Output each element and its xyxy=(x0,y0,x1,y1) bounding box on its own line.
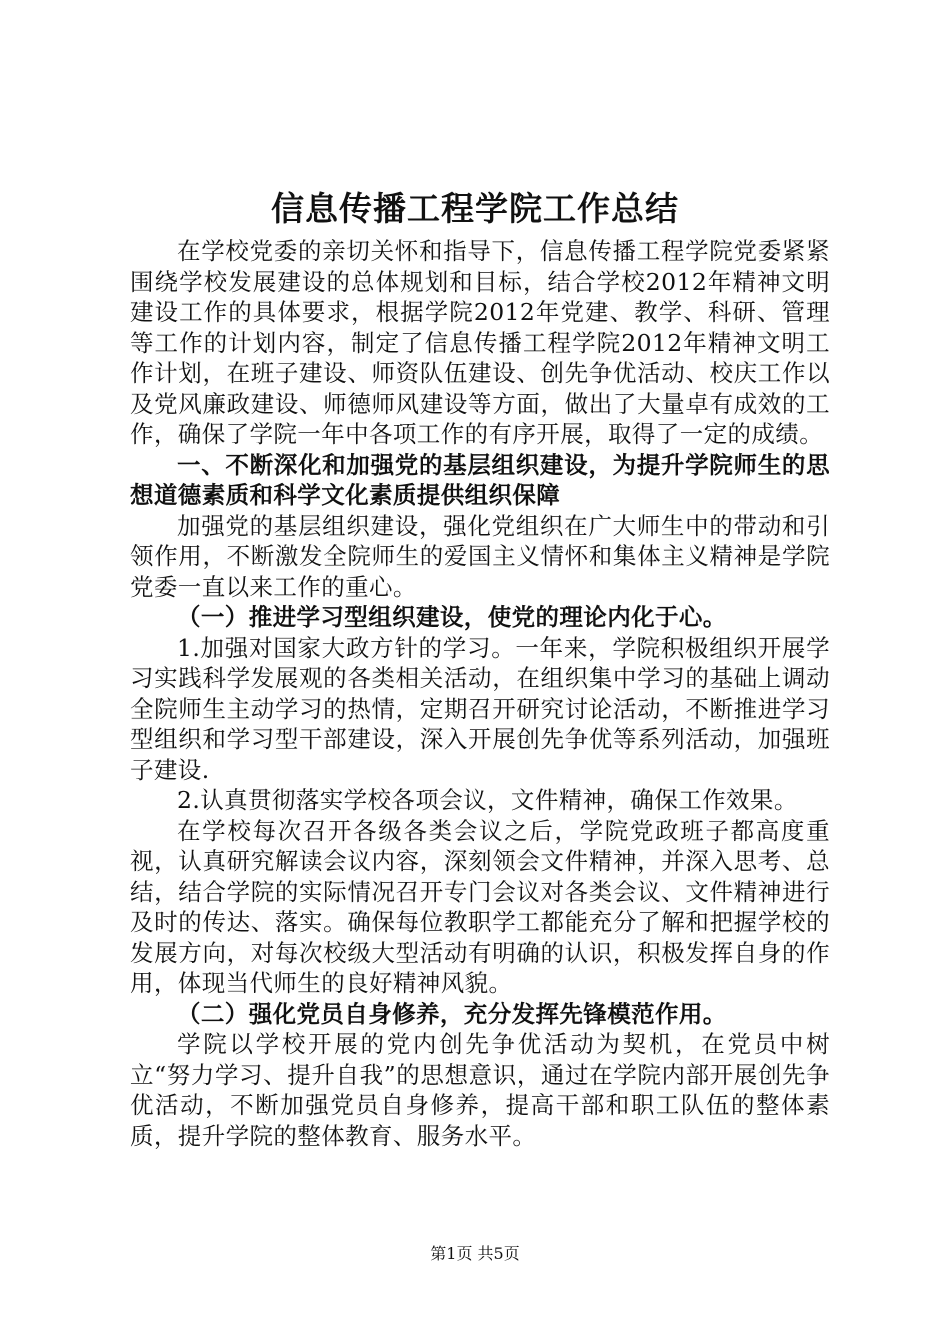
document-body xyxy=(130,236,830,1151)
item-2-heading: 2.认真贯彻落实学校各项会议，文件精神，确保工作效果。 xyxy=(177,786,798,814)
document-title: 信息传播工程学院工作总结 xyxy=(271,189,679,228)
section-heading-1: 一、不断深化和加强党的基层组织建设，为提升学院师生的思想道德素质和科学文化素质提供组织保障 xyxy=(130,450,830,509)
subsection-2-paragraph: 学院以学校开展的党内创先争优活动为契机，在党员中树立“努力学习、提升自我”的思想意识，通过在学院内部开展创先争优活动，不断加强党员自身修养，提高干部和职工队伍的整体素质，提升学院的整体教育、服务水平。 xyxy=(130,1030,830,1150)
item-2-paragraph: 在学校每次召开各级各类会议之后，学院党政班子都高度重视，认真研究解读会议内容，深刻领会文件精神，并深入思考、总结，结合学院的实际情况召开专门会议对各类会议、文件精神进行及时的传达、落实。确保每位教职学工都能充分了解和把握学校的发展方向，对每次校级大型活动有明确的认识，积极发挥自身的作用，体现当代师生的良好精神风貌。 xyxy=(130,816,830,997)
intro-paragraph: 在学校党委的亲切关怀和指导下，信息传播工程学院党委紧紧围绕学校发展建设的总体规划和目标，结合学校2012年精神文明建设工作的具体要求，根据学院2012年党建、教学、科研、管理等工作的计划内容，制定了信息传播工程学院2012年精神文明工作计划，在班子建设、师资队伍建设、创先争优活动、校庆工作以及党风廉政建设、师德师风建设等方面，做出了大量卓有成效的工作，确保了学院一年中各项工作的有序开展，取得了一定的成绩。 xyxy=(130,237,830,448)
subsection-heading-2: （二）强化党员自身修养，充分发挥先锋模范作用。 xyxy=(177,999,727,1028)
item-1-paragraph: 1.加强对国家大政方针的学习。一年来，学院积极组织开展学习实践科学发展观的各类相关活动，在组织集中学习的基础上调动全院师生主动学习的热情，定期召开研究讨论活动，不断推进学习型组织和学习型干部建设，深入开展创先争优等系列活动，加强班子建设. xyxy=(130,633,830,784)
section-1-paragraph: 加强党的基层组织建设，强化党组织在广大师生中的带动和引领作用，不断激发全院师生的爱国主义情怀和集体主义精神是学院党委一直以来工作的重心。 xyxy=(130,511,830,601)
subsection-heading-1: （一）推进学习型组织建设，使党的理论内化于心。 xyxy=(177,603,727,631)
page-number-footer: 第1页 共5页 xyxy=(430,1244,520,1263)
